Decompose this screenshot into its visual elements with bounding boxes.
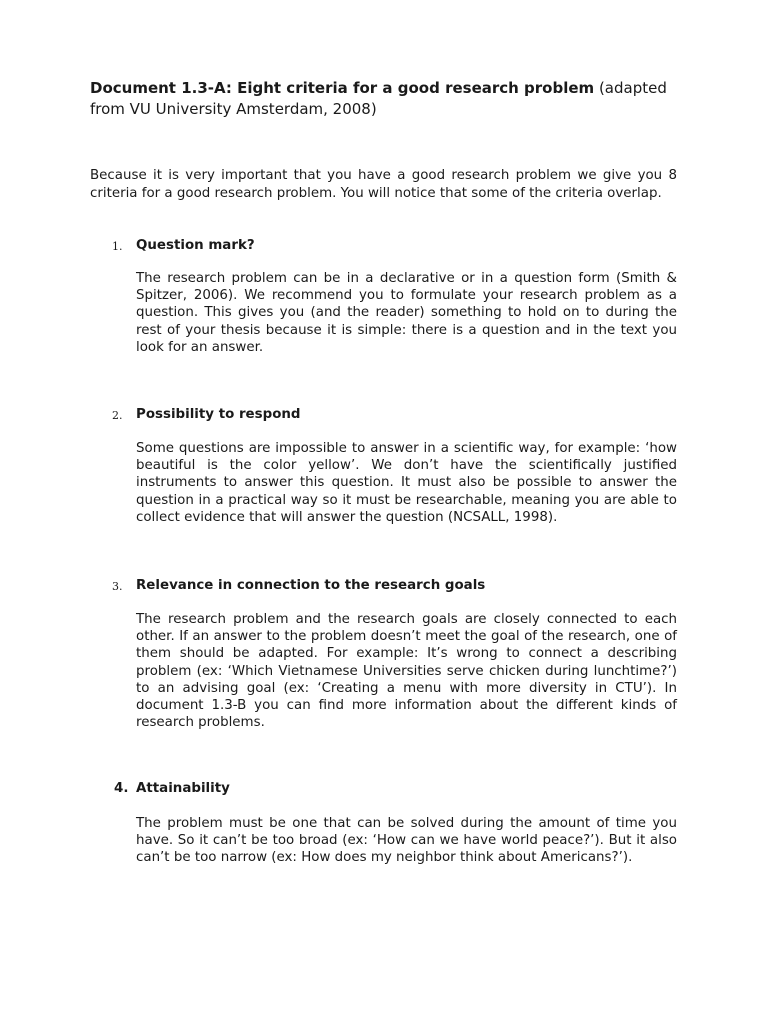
criterion-number: 4. — [114, 781, 129, 796]
document-title-bold: Document 1.3-A: Eight criteria for a good research problem — [90, 79, 595, 97]
criterion-1 — [90, 237, 690, 355]
document-title-source: (adapted from VU University Amsterdam, 2008) — [90, 79, 667, 118]
criterion-body: The research problem and the research goals are closely connected to each other. If an answer to the problem doesn’t meet the goal of the research, one of them should be adapted. For example: It’s wrong to connect a describing problem (ex: ‘Which Vietnamese Universities serve chicken during lunchtime?’) to an advising goal (ex: ‘Creating a menu with more diversity in CTU’). In document 1.3-B you can find more information about the different kinds of research problems. — [136, 612, 677, 731]
criterion-heading: Attainability — [136, 781, 230, 796]
criterion-number: 1. — [112, 240, 123, 253]
criterion-4 — [90, 780, 690, 866]
criterion-body: Some questions are impossible to answer in a scientific way, for example: ‘how beautiful is the color yellow’. We don’t have the scientifically justified instruments to answer this question. It must also be possible to answer the question in a practical way so it must be researchable, meaning you are able to collect evidence that will answer the question (NCSALL, 1998). — [136, 441, 677, 525]
criterion-number: 2. — [112, 409, 123, 422]
intro-paragraph: Because it is very important that you have a good research problem we give you 8 criteria for a good research problem. You will notice that some of the criteria overlap. — [90, 168, 677, 201]
criterion-2 — [90, 406, 690, 525]
criterion-number: 3. — [112, 580, 123, 593]
document-title — [90, 78, 690, 120]
criterion-heading: Possibility to respond — [136, 407, 301, 422]
criterion-heading: Relevance in connection to the research goals — [136, 578, 486, 593]
criterion-3 — [90, 577, 690, 731]
criterion-body: The problem must be one that can be solved during the amount of time you have. So it can’t be too broad (ex: ‘How can we have world peace?’). But it also can’t be too narrow (ex: How does my neighbor think about Americans?’). — [136, 816, 677, 866]
criterion-heading: Question mark? — [136, 238, 255, 253]
criterion-body: The research problem can be in a declarative or in a question form (Smith & Spitzer, 2006). We recommend you to formulate your research problem as a question. This gives you (and the reader) something to hold on to during the rest of your thesis because it is simple: there is a question and in the text you look for an answer. — [136, 271, 677, 355]
